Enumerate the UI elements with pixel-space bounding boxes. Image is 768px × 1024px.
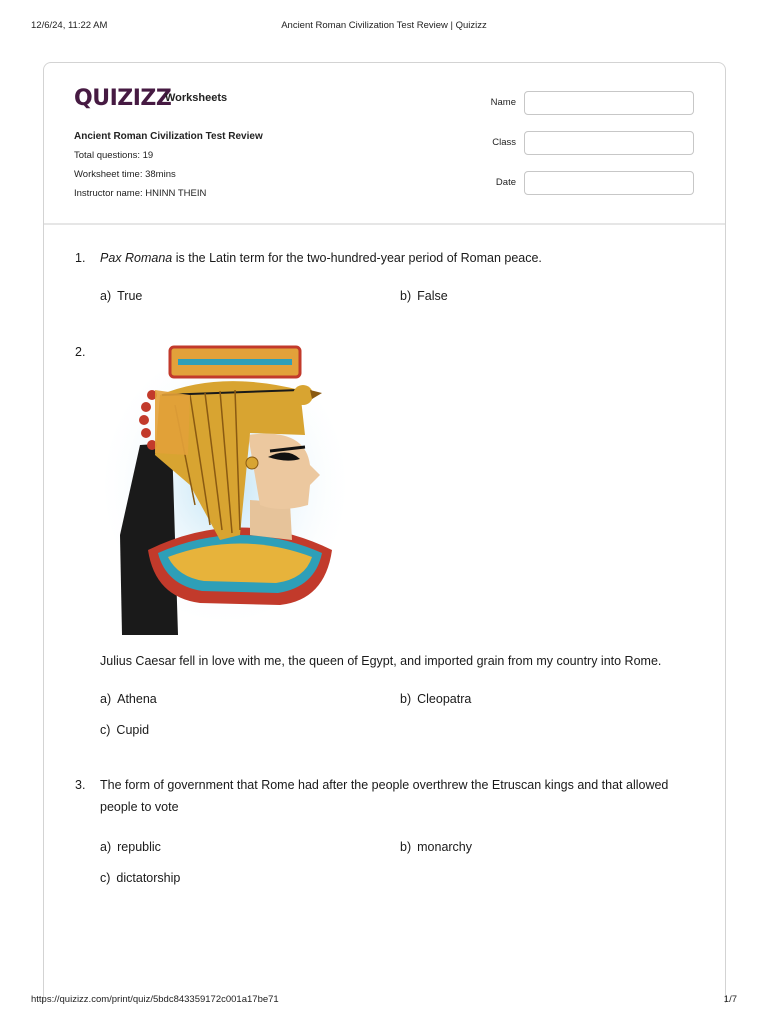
option-label: False [417,289,448,303]
class-field-row [474,131,694,155]
option-a[interactable] [100,838,161,856]
print-header [31,20,737,34]
date-label: Date [495,177,516,188]
option-letter: a) [100,289,112,303]
option-a[interactable] [100,690,157,708]
quizizz-logo: QUIZIZZ [74,86,172,111]
total-questions: Total questions: 19 [74,150,154,161]
option-c[interactable] [100,721,149,739]
question-text [100,247,700,269]
option-letter: a) [100,692,112,706]
print-page-title: Ancient Roman Civilization Test Review | Quizizz [281,20,487,31]
option-b[interactable] [400,287,448,305]
option-letter: a) [100,840,112,854]
date-field-row [474,171,694,195]
question-text: Julius Caesar fell in love with me, the queen of Egypt, and imported grain from my country into Rome. [100,654,662,668]
class-label: Class [492,137,516,148]
question-number: 1. [75,251,86,265]
option-label: Cupid [116,723,150,737]
option-label: Cleopatra [417,692,472,706]
option-letter: c) [100,871,111,885]
print-datetime: 12/6/24, 11:22 AM [31,20,108,31]
question-body: is the Latin term for the two-hundred-year period of Roman peace. [172,251,542,265]
name-field[interactable] [524,91,694,115]
option-label: True [117,289,143,303]
print-url: https://quizizz.com/print/quiz/5bdc843359172c001a17be71 [31,994,279,1005]
option-b[interactable] [400,690,471,708]
question-number: 3. [75,778,86,792]
option-b[interactable] [400,838,472,856]
option-label: Athena [117,692,157,706]
name-label: Name [490,97,516,108]
option-letter: b) [400,840,412,854]
worksheet-time: Worksheet time: 38mins [74,169,176,180]
worksheet-header [44,63,725,225]
name-field-row [474,91,694,115]
quiz-meta [74,127,263,203]
date-field[interactable] [524,171,694,195]
question-number: 2. [75,345,86,359]
option-c[interactable] [100,869,180,887]
worksheet [43,62,726,1003]
option-a[interactable] [100,287,142,305]
quiz-title: Ancient Roman Civilization Test Review [74,131,263,142]
page-indicator: 1/7 [723,994,737,1005]
question-term: Pax Romana [100,251,173,265]
option-letter: b) [400,692,412,706]
option-label: monarchy [417,840,473,854]
option-label: republic [117,840,161,854]
option-letter: c) [100,723,111,737]
option-letter: b) [400,289,412,303]
print-footer [31,994,737,1008]
question-text: The form of government that Rome had after the people overthrew the Etruscan kings and that allowed people to vote [100,778,669,814]
class-field[interactable] [524,131,694,155]
instructor-name: Instructor name: HNINN THEIN [74,188,207,199]
cleopatra-portrait [100,335,350,635]
option-label: dictatorship [116,871,181,885]
product-label: Worksheets [165,92,228,104]
